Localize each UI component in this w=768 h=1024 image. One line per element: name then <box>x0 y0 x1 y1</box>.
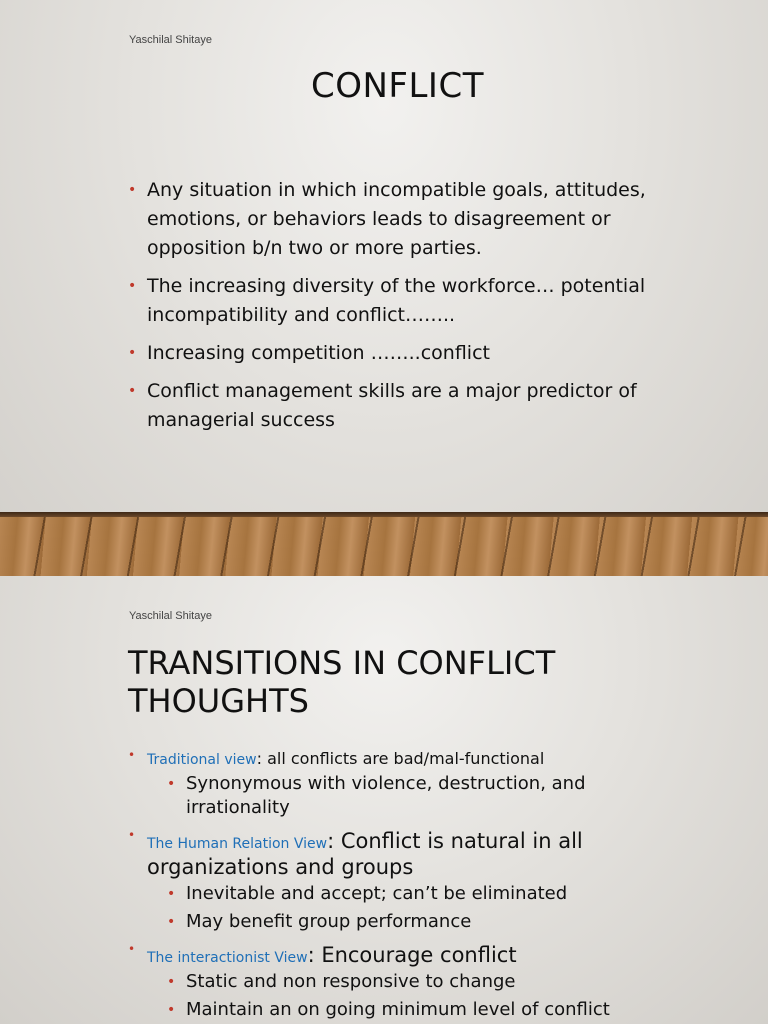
sub-bullet: • Static and non responsive to change <box>167 971 516 992</box>
bullet-item: • Any situation in which incompatible goals, attitudes, emotions, or behaviors leads to disagreement or opposition b/n two or more parties. <box>128 176 658 263</box>
wood-floor-decoration <box>0 512 768 576</box>
view-item-human-relation: • The Human Relation View: Conflict is natural in all organizations and groups • Inevitable and accept; can’t be eliminated • May benefit group performance <box>128 828 668 934</box>
bullet-icon: • <box>128 278 137 294</box>
view-label: Traditional view <box>147 752 257 768</box>
view-item-traditional: • Traditional view: all conflicts are bad/mal-functional • Synonymous with violence, destruction, and irrationality <box>128 748 668 820</box>
bullet-icon: • <box>167 914 176 930</box>
view-label: The interactionist View <box>147 950 308 966</box>
bullet-item: • Increasing competition ……..conflict <box>128 339 658 368</box>
bullet-item: • Conflict management skills are a major predictor of managerial success <box>128 377 658 435</box>
sub-bullet: • Maintain an on going minimum level of conflict <box>167 999 610 1020</box>
bullet-icon: • <box>128 942 136 956</box>
slide-author: Yaschilal Shitaye <box>129 610 212 622</box>
bullet-icon: • <box>167 886 176 902</box>
sub-bullet: • May benefit group performance <box>167 911 472 932</box>
sub-bullet: • Inevitable and accept; can’t be eliminated <box>167 883 568 904</box>
bullet-icon: • <box>167 974 176 990</box>
slide-transitions <box>0 576 768 1024</box>
view-item-interactionist: • The interactionist View: Encourage conflict • Static and non responsive to change • Maintain an on going minimum level of conflict <box>128 942 668 1022</box>
bullet-icon: • <box>128 383 137 399</box>
sub-bullet: • Synonymous with violence, destruction, and irrationality <box>167 773 586 818</box>
slide-title: TRANSITIONS IN CONFLICT THOUGHTS <box>128 644 556 720</box>
slide-title: CONFLICT <box>311 66 484 106</box>
bullet-icon: • <box>167 1002 176 1018</box>
bullet-icon: • <box>128 828 136 842</box>
slide-author: Yaschilal Shitaye <box>129 34 212 46</box>
bullet-item: • The increasing diversity of the workforce… potential incompatibility and conflict…….. <box>128 272 658 330</box>
views-list <box>128 748 668 1024</box>
bullet-list <box>128 176 658 444</box>
bullet-icon: • <box>128 182 137 198</box>
bullet-icon: • <box>128 748 136 762</box>
bullet-icon: • <box>167 776 176 792</box>
view-label: The Human Relation View <box>147 836 328 852</box>
bullet-icon: • <box>128 345 137 361</box>
